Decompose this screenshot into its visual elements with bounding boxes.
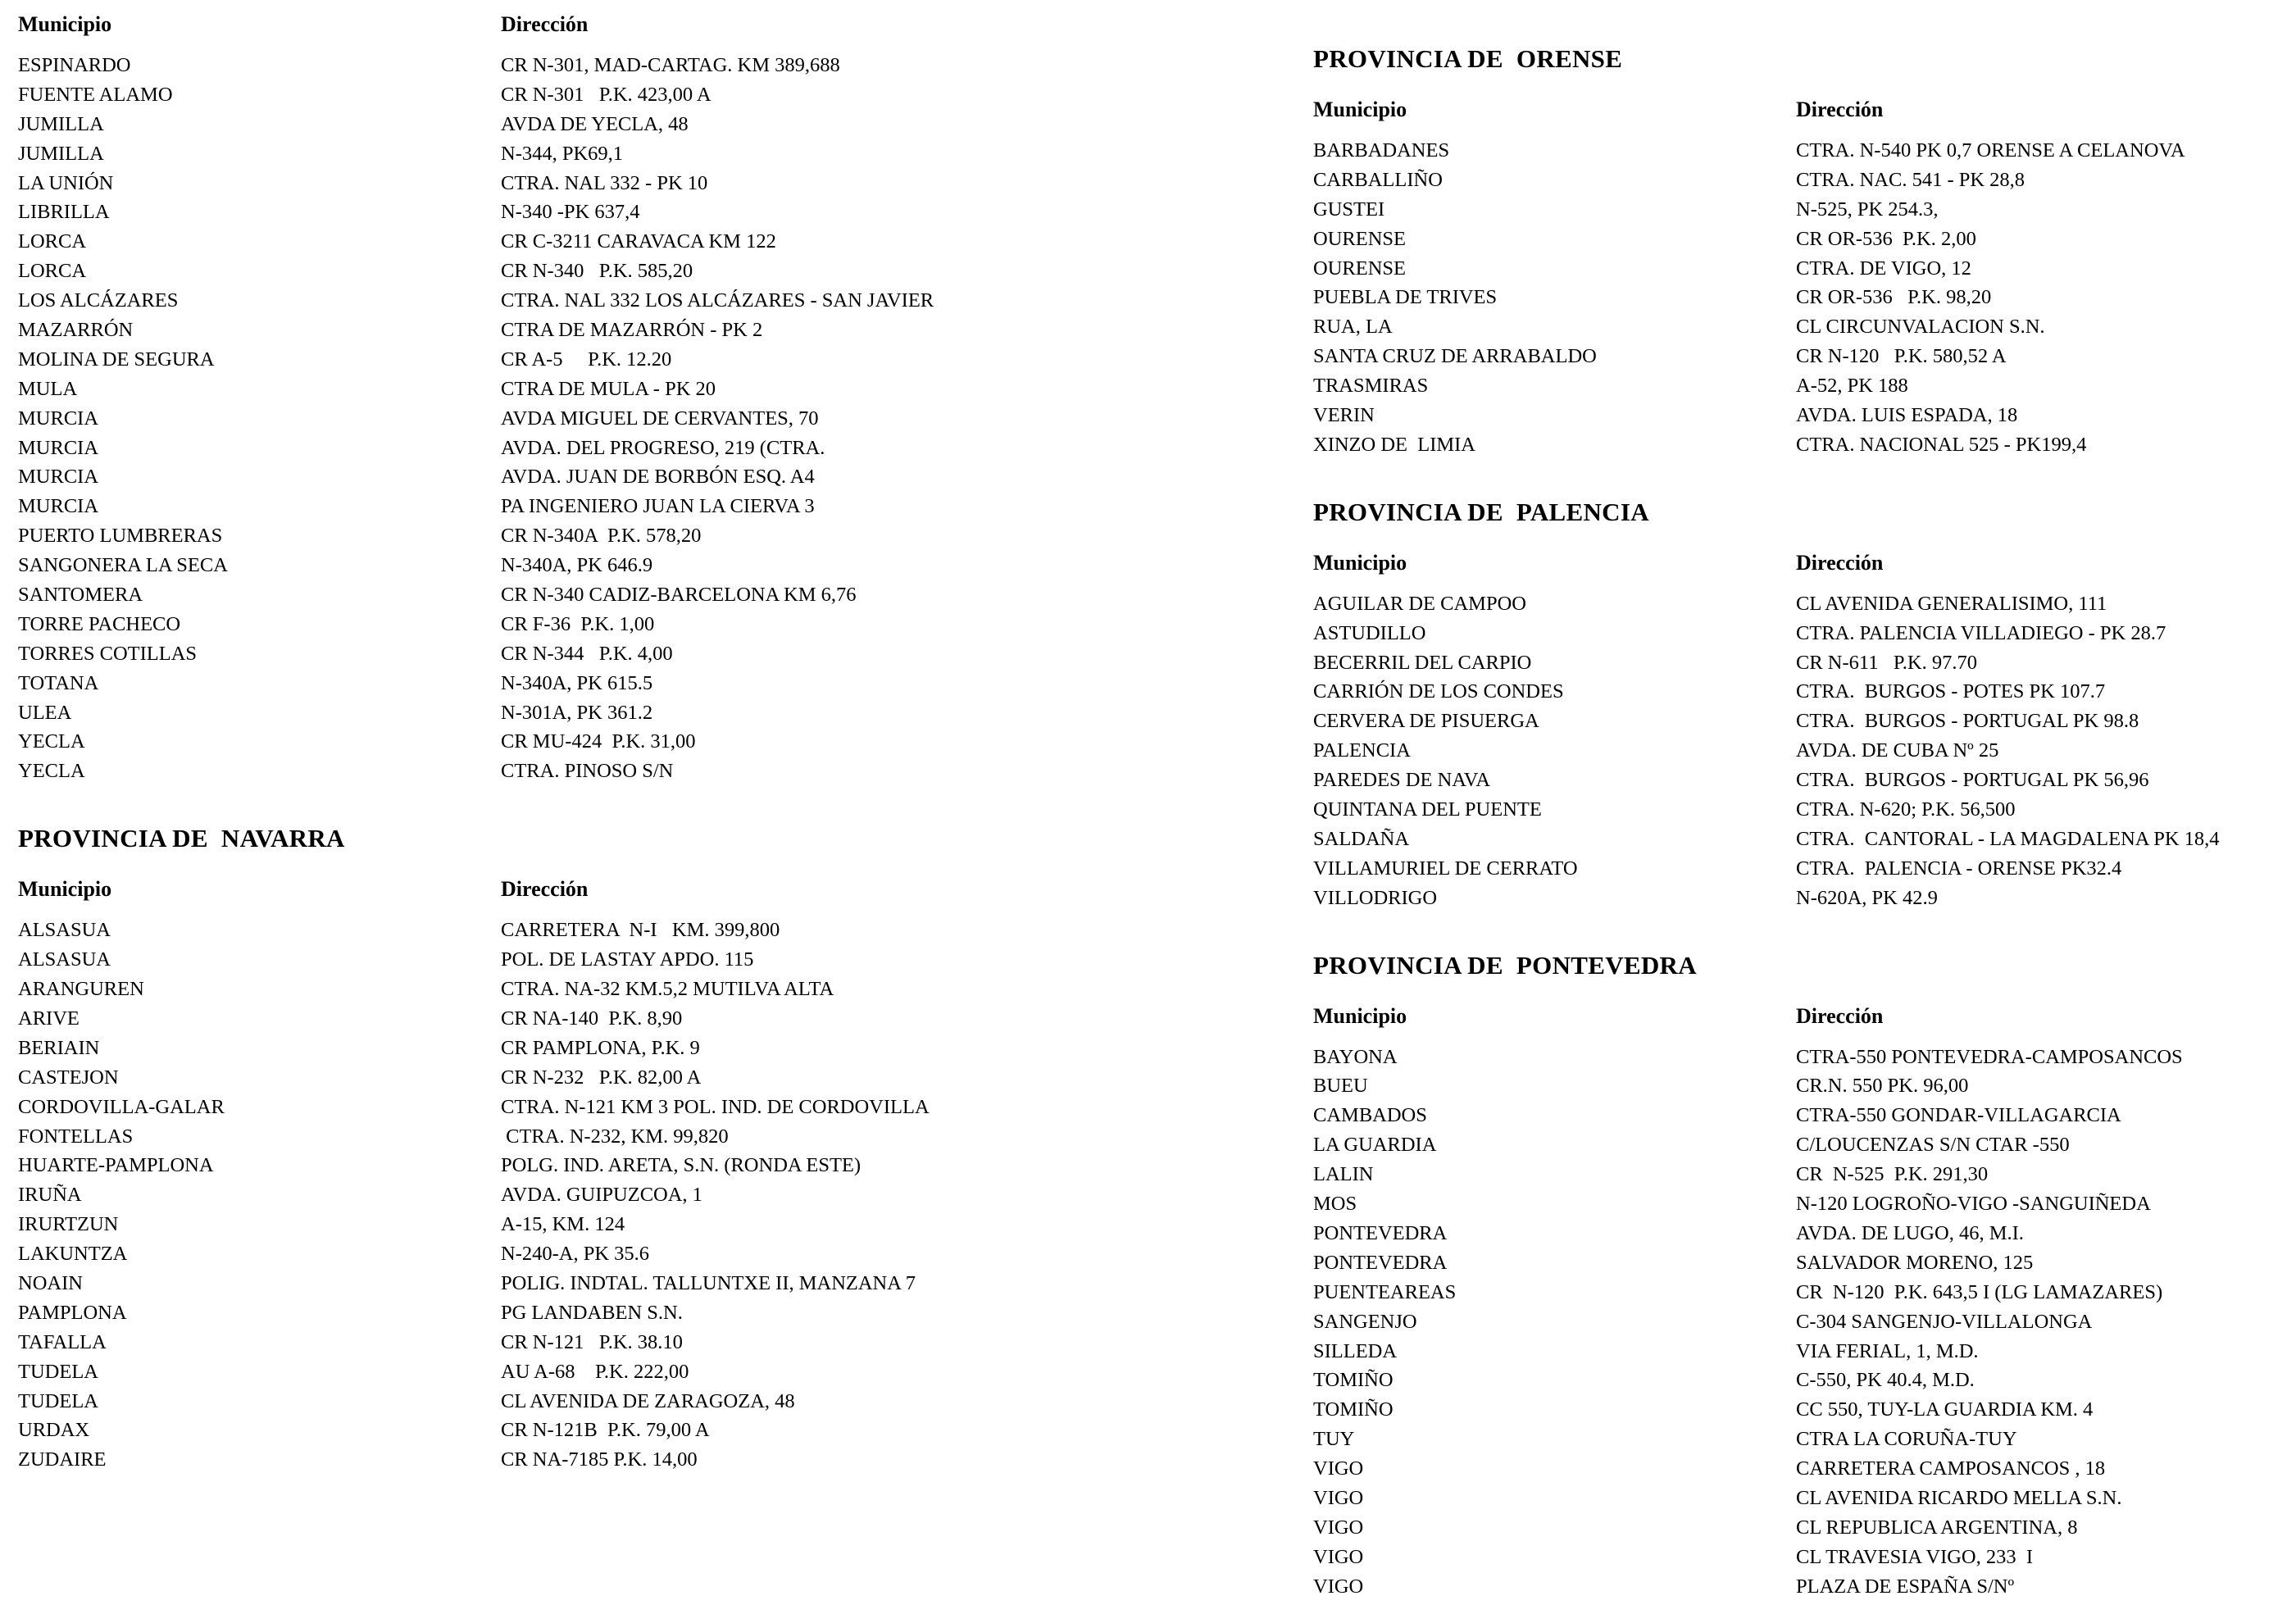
direccion-cell: N-340A, PK 615.5 [501, 671, 653, 694]
table-row [18, 169, 1125, 198]
table-row [18, 521, 1125, 551]
direccion-cell: A-15, KM. 124 [501, 1213, 625, 1236]
table-row [1313, 677, 2280, 707]
municipio-cell: SANGONERA LA SECA [18, 554, 228, 577]
municipio-cell: NOAIN [18, 1271, 83, 1294]
table-row [1313, 1513, 2280, 1543]
direccion-cell: CR F-36 P.K. 1,00 [501, 612, 655, 635]
direccion-cell: N-344, PK69,1 [501, 142, 624, 165]
table-row [1313, 1219, 2280, 1248]
table-row [1313, 342, 2280, 371]
table-row [1313, 707, 2280, 736]
direccion-cell: CTRA. PINOSO S/N [501, 760, 674, 783]
municipio-cell: ULEA [18, 701, 72, 724]
table-row [18, 757, 1125, 786]
direccion-cell: N-301A, PK 361.2 [501, 701, 653, 724]
direccion-cell: CL TRAVESIA VIGO, 233 I [1796, 1545, 2034, 1568]
table-row [18, 1239, 1125, 1269]
table-row [1313, 166, 2280, 195]
table-row [18, 1034, 1125, 1063]
direccion-cell: N-120 LOGROÑO-VIGO -SANGUIÑEDA [1796, 1193, 2151, 1216]
municipio-cell: BARBADANES [1313, 139, 1450, 161]
table-row [1313, 854, 2280, 884]
municipio-cell: SANTA CRUZ DE ARRABALDO [1313, 345, 1597, 368]
municipio-cell: BUEU [1313, 1075, 1368, 1098]
table-row [1313, 825, 2280, 854]
province-title-pontevedra: PROVINCIA DE PONTEVEDRA [1313, 950, 1697, 980]
municipio-cell: ARANGUREN [18, 978, 144, 1001]
header-direccion: Dirección [501, 12, 589, 36]
header-direccion: Dirección [1796, 550, 1884, 575]
table-row [18, 916, 1125, 945]
table-row [18, 345, 1125, 375]
direccion-cell: CR MU-424 P.K. 31,00 [501, 730, 696, 753]
table-row [18, 1122, 1125, 1152]
header-municipio: Municipio [18, 12, 112, 36]
municipio-cell: SANTOMERA [18, 584, 143, 607]
header-municipio: Municipio [18, 877, 112, 902]
municipio-cell: VIGO [1313, 1516, 1364, 1539]
direccion-cell: CL REPUBLICA ARGENTINA, 8 [1796, 1516, 2078, 1539]
table-row [18, 975, 1125, 1004]
municipio-cell: CAMBADOS [1313, 1104, 1427, 1127]
municipio-cell: FONTELLAS [18, 1125, 134, 1148]
direccion-cell: CTRA DE MULA - PK 20 [501, 377, 716, 400]
section-orense [1313, 33, 2280, 460]
municipio-cell: VIGO [1313, 1545, 1364, 1568]
table-row [1313, 1572, 2280, 1602]
table-row [1313, 1101, 2280, 1130]
direccion-cell: AVDA. DE CUBA Nº 25 [1796, 739, 1999, 762]
municipio-cell: SILLEDA [1313, 1339, 1398, 1362]
municipio-cell: TUDELA [18, 1360, 98, 1383]
table-row [18, 51, 1125, 80]
municipio-cell: MURCIA [18, 495, 99, 518]
rows-orense [1313, 136, 2280, 460]
table-row [18, 1387, 1125, 1416]
table-header [18, 865, 1125, 914]
municipio-cell: TUY [1313, 1428, 1355, 1451]
direccion-cell: CR N-120 P.K. 580,52 A [1796, 345, 2007, 368]
direccion-cell: CR N-340A P.K. 578,20 [501, 525, 702, 548]
municipio-cell: CORDOVILLA-GALAR [18, 1095, 225, 1118]
municipio-cell: SALDAÑA [1313, 827, 1410, 850]
table-row [18, 580, 1125, 610]
table-row [1313, 1454, 2280, 1484]
table-row [1313, 1395, 2280, 1425]
municipio-cell: ZUDAIRE [18, 1448, 107, 1471]
direccion-cell: CTRA. N-620; P.K. 56,500 [1796, 798, 2016, 821]
municipio-cell: MURCIA [18, 407, 99, 430]
municipio-cell: VIGO [1313, 1486, 1364, 1509]
municipio-cell: ESPINARDO [18, 54, 131, 76]
header-municipio: Municipio [1313, 1003, 1407, 1028]
direccion-cell: CR N-121B P.K. 79,00 A [501, 1419, 710, 1442]
municipio-cell: LAKUNTZA [18, 1243, 128, 1266]
municipio-cell: TAFALLA [18, 1330, 107, 1353]
rows-pontevedra [1313, 1043, 2280, 1602]
direccion-cell: CTRA. PALENCIA VILLADIEGO - PK 28.7 [1796, 621, 2166, 644]
direccion-cell: CTRA. NAL 332 - PK 10 [501, 171, 708, 194]
municipio-cell: TOMIÑO [1313, 1369, 1394, 1392]
direccion-cell: CL AVENIDA DE ZARAGOZA, 48 [501, 1389, 795, 1412]
municipio-cell: PONTEVEDRA [1313, 1221, 1448, 1244]
direccion-cell: C/LOUCENZAS S/N CTAR -550 [1796, 1134, 2070, 1157]
section-navarra [18, 812, 1125, 1475]
table-row [1313, 1189, 2280, 1219]
direccion-cell: SALVADOR MORENO, 125 [1796, 1251, 2034, 1274]
direccion-cell: CTRA. NAC. 541 - PK 28,8 [1796, 168, 2025, 191]
table-row [18, 945, 1125, 975]
table-row [1313, 1307, 2280, 1337]
direccion-cell: CR C-3211 CARAVACA KM 122 [501, 230, 776, 253]
municipio-cell: HUARTE-PAMPLONA [18, 1154, 214, 1177]
direccion-cell: CR N-344 P.K. 4,00 [501, 642, 673, 665]
table-row [18, 1180, 1125, 1210]
table-row [1313, 1366, 2280, 1395]
municipio-cell: QUINTANA DEL PUENTE [1313, 798, 1542, 821]
direccion-cell: CR OR-536 P.K. 98,20 [1796, 286, 1992, 309]
direccion-cell: PG LANDABEN S.N. [501, 1301, 683, 1324]
table-row [18, 257, 1125, 286]
direccion-cell: N-620A, PK 42.9 [1796, 886, 1938, 909]
table-row [18, 316, 1125, 345]
table-row [18, 286, 1125, 316]
direccion-cell: CTRA. CANTORAL - LA MAGDALENA PK 18,4 [1796, 827, 2220, 850]
direccion-cell: CR N-121 P.K. 38.10 [501, 1330, 683, 1353]
table-row [1313, 1543, 2280, 1572]
direccion-cell: CR.N. 550 PK. 96,00 [1796, 1075, 1969, 1098]
direccion-cell: AVDA. GUIPUZCOA, 1 [501, 1184, 702, 1207]
municipio-cell: LA UNIÓN [18, 171, 114, 194]
table-row [1313, 795, 2280, 825]
province-title-palencia: PROVINCIA DE PALENCIA [1313, 497, 1649, 526]
direccion-cell: C-304 SANGENJO-VILLALONGA [1796, 1310, 2093, 1333]
direccion-cell: CTRA. N-540 PK 0,7 ORENSE A CELANOVA [1796, 139, 2185, 161]
header-direccion: Dirección [1796, 98, 1884, 121]
municipio-cell: MURCIA [18, 466, 99, 489]
section-murcia-continued [18, 0, 1125, 786]
direccion-cell: CARRETERA N-I KM. 399,800 [501, 919, 780, 942]
municipio-cell: VILLAMURIEL DE CERRATO [1313, 857, 1578, 880]
rows-palencia [1313, 589, 2280, 913]
direccion-cell: POLIG. INDTAL. TALLUNTXE II, MANZANA 7 [501, 1271, 916, 1294]
municipio-cell: JUMILLA [18, 112, 104, 135]
table-row [18, 1416, 1125, 1445]
table-row [18, 198, 1125, 227]
table-row [18, 1298, 1125, 1328]
municipio-cell: MOS [1313, 1193, 1357, 1216]
table-row [1313, 1043, 2280, 1072]
municipio-cell: CARBALLIÑO [1313, 168, 1443, 191]
table-row [1313, 225, 2280, 254]
table-row [18, 375, 1125, 404]
direccion-cell: CR N-232 P.K. 82,00 A [501, 1066, 702, 1089]
direccion-cell: AVDA. DEL PROGRESO, 219 (CTRA. [501, 436, 825, 459]
table-row [18, 227, 1125, 257]
table-row [18, 492, 1125, 521]
table-row [1313, 430, 2280, 460]
header-direccion: Dirección [1796, 1003, 1884, 1028]
right-column [1313, 0, 2280, 1602]
direccion-cell: CL AVENIDA RICARDO MELLA S.N. [1796, 1486, 2122, 1509]
direccion-cell: CR OR-536 P.K. 2,00 [1796, 227, 1976, 250]
municipio-cell: ALSASUA [18, 919, 111, 942]
table-row [1313, 1425, 2280, 1454]
municipio-cell: CERVERA DE PISUERGA [1313, 710, 1539, 733]
municipio-cell: VERIN [1313, 404, 1375, 427]
municipio-cell: ASTUDILLO [1313, 621, 1426, 644]
municipio-cell: LOS ALCÁZARES [18, 289, 179, 312]
municipio-cell: PUEBLA DE TRIVES [1313, 286, 1498, 309]
table-row [18, 110, 1125, 139]
province-title-navarra: PROVINCIA DE NAVARRA [18, 824, 345, 853]
province-title-orense: PROVINCIA DE ORENSE [1313, 44, 1623, 73]
direccion-cell: POL. DE LASTAY APDO. 115 [501, 948, 754, 971]
municipio-cell: TRASMIRAS [1313, 375, 1429, 398]
table-row [1313, 766, 2280, 795]
table-row [18, 1151, 1125, 1180]
direccion-cell: PA INGENIERO JUAN LA CIERVA 3 [501, 495, 815, 518]
direccion-cell: CR N-525 P.K. 291,30 [1796, 1163, 1989, 1186]
table-header [1313, 539, 2280, 588]
table-row [1313, 619, 2280, 648]
table-row [1313, 371, 2280, 401]
table-row [1313, 1278, 2280, 1307]
table-header [1313, 992, 2280, 1041]
direccion-cell: POLG. IND. ARETA, S.N. (RONDA ESTE) [501, 1154, 862, 1177]
table-row [18, 1093, 1125, 1122]
municipio-cell: ALSASUA [18, 948, 111, 971]
municipio-cell: PONTEVEDRA [1313, 1251, 1448, 1274]
table-row [18, 1004, 1125, 1034]
municipio-cell: BAYONA [1313, 1045, 1398, 1068]
municipio-cell: GUSTEI [1313, 198, 1385, 221]
direccion-cell: A-52, PK 188 [1796, 375, 1908, 398]
municipio-cell: OURENSE [1313, 257, 1406, 280]
direccion-cell: VIA FERIAL, 1, M.D. [1796, 1339, 1979, 1362]
direccion-cell: PLAZA DE ESPAÑA S/Nº [1796, 1575, 2015, 1598]
direccion-cell: CR N-611 P.K. 97.70 [1796, 651, 1977, 674]
direccion-cell: CR A-5 P.K. 12.20 [501, 348, 672, 371]
direccion-cell: C-550, PK 40.4, M.D. [1796, 1369, 1975, 1392]
direccion-cell: N-240-A, PK 35.6 [501, 1243, 650, 1266]
municipio-cell: MULA [18, 377, 78, 400]
table-row [18, 1269, 1125, 1298]
municipio-cell: JUMILLA [18, 142, 104, 165]
section-pontevedra [1313, 939, 2280, 1602]
table-row [18, 669, 1125, 698]
direccion-cell: CTRA. N-232, KM. 99,820 [501, 1125, 729, 1148]
direccion-cell: CTRA. NACIONAL 525 - PK199,4 [1796, 433, 2087, 456]
left-column [18, 0, 1125, 1475]
municipio-cell: VIGO [1313, 1457, 1364, 1480]
direccion-cell: AU A-68 P.K. 222,00 [501, 1360, 689, 1383]
table-row [1313, 1071, 2280, 1101]
direccion-cell: CR N-340 P.K. 585,20 [501, 260, 693, 283]
table-row [1313, 884, 2280, 913]
direccion-cell: AVDA. JUAN DE BORBÓN ESQ. A4 [501, 466, 815, 489]
direccion-cell: AVDA MIGUEL DE CERVANTES, 70 [501, 407, 819, 430]
direccion-cell: N-525, PK 254.3, [1796, 198, 1939, 221]
direccion-cell: CTRA LA CORUÑA-TUY [1796, 1428, 2017, 1451]
direccion-cell: CL AVENIDA GENERALISIMO, 111 [1796, 592, 2107, 615]
direccion-cell: N-340A, PK 646.9 [501, 554, 653, 577]
municipio-cell: IRUÑA [18, 1184, 82, 1207]
municipio-cell: ARIVE [18, 1007, 80, 1030]
direccion-cell: CR PAMPLONA, P.K. 9 [501, 1036, 700, 1059]
table-row [1313, 1248, 2280, 1278]
municipio-cell: LA GUARDIA [1313, 1134, 1437, 1157]
table-row [1313, 1484, 2280, 1513]
table-row [1313, 589, 2280, 619]
municipio-cell: PAMPLONA [18, 1301, 127, 1324]
direccion-cell: AVDA DE YECLA, 48 [501, 112, 689, 135]
municipio-cell: LIBRILLA [18, 201, 110, 224]
municipio-cell: TORRES COTILLAS [18, 642, 198, 665]
table-row [18, 139, 1125, 169]
direccion-cell: N-340 -PK 637,4 [501, 201, 640, 224]
table-row [18, 727, 1125, 757]
municipio-cell: YECLA [18, 730, 85, 753]
section-palencia [1313, 486, 2280, 913]
table-row [18, 1063, 1125, 1093]
table-row [1313, 283, 2280, 312]
table-row [1313, 195, 2280, 225]
rows-murcia [18, 51, 1125, 786]
table-row [1313, 254, 2280, 284]
direccion-cell: CTRA-550 PONTEVEDRA-CAMPOSANCOS [1796, 1045, 2183, 1068]
direccion-cell: CTRA. BURGOS - POTES PK 107.7 [1796, 680, 2106, 703]
table-row [18, 1357, 1125, 1387]
direccion-cell: CR N-301 P.K. 423,00 A [501, 83, 712, 106]
table-row [18, 1210, 1125, 1239]
municipio-cell: PUERTO LUMBRERAS [18, 525, 223, 548]
direccion-cell: CTRA. PALENCIA - ORENSE PK32.4 [1796, 857, 2122, 880]
direccion-cell: CR N-340 CADIZ-BARCELONA KM 6,76 [501, 584, 857, 607]
municipio-cell: SANGENJO [1313, 1310, 1417, 1333]
municipio-cell: BECERRIL DEL CARPIO [1313, 651, 1532, 674]
direccion-cell: CTRA. NA-32 KM.5,2 MUTILVA ALTA [501, 978, 834, 1001]
municipio-cell: AGUILAR DE CAMPOO [1313, 592, 1526, 615]
table-row [1313, 136, 2280, 166]
municipio-cell: XINZO DE LIMIA [1313, 433, 1475, 456]
table-header [1313, 85, 2280, 134]
municipio-cell: URDAX [18, 1419, 90, 1442]
table-row [18, 639, 1125, 669]
table-row [1313, 648, 2280, 678]
table-row [1313, 1160, 2280, 1189]
direccion-cell: CTRA. BURGOS - PORTUGAL PK 56,96 [1796, 769, 2149, 792]
header-municipio: Municipio [1313, 550, 1407, 575]
municipio-cell: TUDELA [18, 1389, 98, 1412]
direccion-cell: CR NA-7185 P.K. 14,00 [501, 1448, 698, 1471]
municipio-cell: FUENTE ALAMO [18, 83, 173, 106]
direccion-cell: CTRA. DE VIGO, 12 [1796, 257, 1971, 280]
municipio-cell: YECLA [18, 760, 85, 783]
municipio-cell: TOTANA [18, 671, 99, 694]
direccion-cell: AVDA. LUIS ESPADA, 18 [1796, 404, 2018, 427]
municipio-cell: LALIN [1313, 1163, 1374, 1186]
table-row [18, 404, 1125, 434]
table-row [1313, 312, 2280, 342]
municipio-cell: CARRIÓN DE LOS CONDES [1313, 680, 1564, 703]
table-row [18, 80, 1125, 110]
table-row [18, 1328, 1125, 1357]
direccion-cell: CTRA. NAL 332 LOS ALCÁZARES - SAN JAVIER [501, 289, 934, 312]
table-header [18, 0, 1125, 49]
table-row [1313, 736, 2280, 766]
table-row [18, 551, 1125, 580]
table-row [18, 462, 1125, 492]
municipio-cell: MOLINA DE SEGURA [18, 348, 215, 371]
direccion-cell: CR NA-140 P.K. 8,90 [501, 1007, 683, 1030]
municipio-cell: MAZARRÓN [18, 319, 134, 342]
rows-navarra [18, 916, 1125, 1475]
municipio-cell: PALENCIA [1313, 739, 1411, 762]
direccion-cell: CL CIRCUNVALACION S.N. [1796, 316, 2045, 339]
header-direccion: Dirección [501, 877, 589, 902]
municipio-cell: BERIAIN [18, 1036, 100, 1059]
municipio-cell: OURENSE [1313, 227, 1406, 250]
municipio-cell: CASTEJON [18, 1066, 119, 1089]
table-row [18, 1445, 1125, 1475]
table-row [1313, 1130, 2280, 1160]
header-municipio: Municipio [1313, 98, 1407, 121]
direccion-cell: AVDA. DE LUGO, 46, M.I. [1796, 1221, 2024, 1244]
direccion-cell: CTRA. N-121 KM 3 POL. IND. DE CORDOVILLA [501, 1095, 930, 1118]
table-row [1313, 401, 2280, 430]
direccion-cell: CTRA DE MAZARRÓN - PK 2 [501, 319, 763, 342]
direccion-cell: CTRA. BURGOS - PORTUGAL PK 98.8 [1796, 710, 2139, 733]
municipio-cell: RUA, LA [1313, 316, 1393, 339]
municipio-cell: VILLODRIGO [1313, 886, 1438, 909]
direccion-cell: CC 550, TUY-LA GUARDIA KM. 4 [1796, 1398, 2094, 1421]
municipio-cell: MURCIA [18, 436, 99, 459]
direccion-cell: CR N-120 P.K. 643,5 I (LG LAMAZARES) [1796, 1280, 2163, 1303]
municipio-cell: PAREDES DE NAVA [1313, 769, 1491, 792]
table-row [1313, 1337, 2280, 1366]
table-row [18, 434, 1125, 463]
direccion-cell: CR N-301, MAD-CARTAG. KM 389,688 [501, 54, 840, 76]
municipio-cell: LORCA [18, 260, 87, 283]
municipio-cell: TORRE PACHECO [18, 612, 181, 635]
direccion-cell: CARRETERA CAMPOSANCOS , 18 [1796, 1457, 2106, 1480]
municipio-cell: LORCA [18, 230, 87, 253]
municipio-cell: TOMIÑO [1313, 1398, 1394, 1421]
direccion-cell: CTRA-550 GONDAR-VILLAGARCIA [1796, 1104, 2121, 1127]
municipio-cell: PUENTEAREAS [1313, 1280, 1457, 1303]
table-row [18, 698, 1125, 728]
municipio-cell: VIGO [1313, 1575, 1364, 1598]
municipio-cell: IRURTZUN [18, 1213, 119, 1236]
table-row [18, 610, 1125, 639]
